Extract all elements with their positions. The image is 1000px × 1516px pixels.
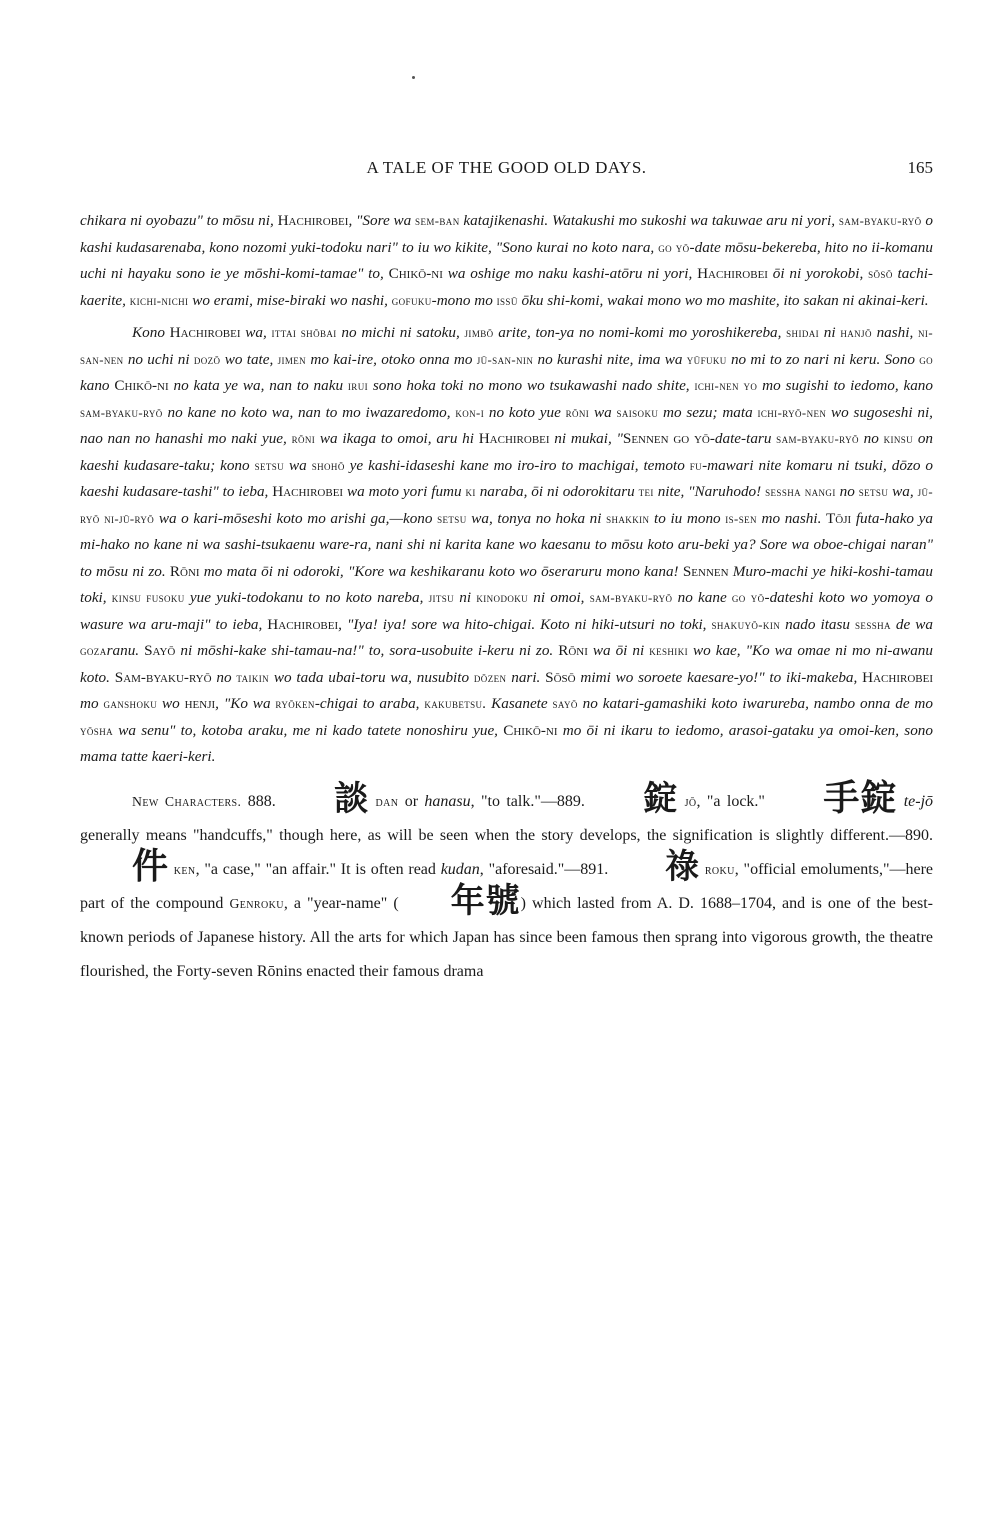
- kanji-dan: 談: [334, 778, 370, 819]
- kanji-jo: 錠: [643, 778, 679, 819]
- running-title: A TALE OF THE GOOD OLD DAYS.: [366, 158, 647, 177]
- running-head: [80, 158, 933, 182]
- paragraph-continuation: chikara ni oyobazu" to mōsu ni, Hachirobei, "Sore wa sem-ban katajikenashi. Watakushi mo sukoshi wa takuwae aru ni yori, sam-byaku-ryō o kashi kudasarenaba, kono nozomi yuki-todoku nari" to iu wo kikite, "Sono kurai no koto nara, go yō-date mōsu-bekereba, hito no ii-komanu uchi ni hayaku sono ie ye mōshi-komi-tamae" to, Chikō-ni wa oshige mo naku kashi-atōru ni yori, Hachirobei ōi ni yorokobi, sōsō tachi-kaerite, kichi-nichi wo erami, mise-biraki wo nashi, gofuku-mono mo issū ōku shi-komi, wakai mono wo mo mashite, ito sakan ni akinai-keri.: [80, 212, 933, 309]
- kanji-nengo: 年號: [450, 880, 521, 921]
- new-characters-note: New Characters. 888. 談 dan or hanasu, "to talk."—889. 錠 jō, "a lock." 手錠 te-jō generally means "handcuffs," though here, as will be seen when the story develops, the signification is slightly different.—890. 件 ken, "a case," "an affair." It is often read kudan, "aforesaid."—891. 祿 roku, "official emoluments,"—here part of the compound Genroku, a "year-name" ( 年號) which lasted from A. D. 1688–1704, and is one of the best-known periods of Japanese history. All the arts for which Japan has since been famous then sprang into vigorous growth, the theatre flourished, the Forty-seven Rōnins enacted their famous drama: [80, 777, 934, 980]
- page-number: 165: [907, 158, 933, 177]
- kanji-te-jo: 手錠: [823, 777, 898, 819]
- paragraph-story: Kono Hachirobei wa, ittai shōbai no michi ni satoku, jimbō arite, ton-ya no nomi-komi mo yoroshikereba, shidai ni hanjō nashi, ni-san-nen no uchi ni dozō wo tate, jimen mo kai-ire, otoko onna mo jū-san-nin no kurashi nite, ima wa yūfuku no mi to zo nari ni keru. Sono go kano Chikō-ni no kata ye wa, nan to naku irui sono hoka toki no mono wo tsukawashi nado shite, ichi-nen yo mo sugishi to iedomo, kano sam-byaku-ryō no kane no koto wa, nan to mo iwazaredomo, kon-i no koto yue rōni wa saisoku mo sezu; mata ichi-ryō-nen wo sugoseshi ni, nao nan no hanashi mo naki yue, rōni wa ikaga to omoi, aru hi Hachirobei ni mukai, "Sennen go yō-date-taru sam-byaku-ryō no kinsu on kaeshi kudasare-taku; kono setsu wa shohō ye kashi-idaseshi kane mo iro-iro to machigai, temoto fu-mawari nite komaru ni tsuki, dōzo o kaeshi kudasare-tashi" to ieba, Hachirobei wa moto yori fumu ki naraba, ōi ni odorokitaru tei nite, "Naruhodo! sessha nangi no setsu wa, jū-ryō ni-jū-ryō wa o kari-mōseshi koto mo arishi ga,—kono setsu wa, tonya no hoka ni shakkin to iu mono is-sen mo nashi. Tōji futa-hako ya mi-hako no kane ni wa sashi-tsukaenu ware-ra, nani shi ni karita kane wo kaesanu to mōsu koto aru-beki ya? Sore wa oboe-chigai naran" to mōsu ni zo. Rōni mo mata ōi ni odoroki, "Kore wa keshikaranu koto wo ōseraruru mono kana! Sennen Muro-machi ye hiki-koshi-tamau toki, kinsu fusoku yue yuki-todokanu to no koto nareba, jitsu ni kinodoku ni omoi, sam-byaku-ryō no kane go yō-dateshi koto wo yomoya o wasure wa aru-maji" to ieba, Hachirobei, "Iya! iya! sore wa hito-chigai. Koto ni hiki-utsuri no toki, shakuyō-kin nado itasu sessha de wa gozaranu. Sayō ni mōshi-kake shi-tamau-na!" to, sora-usobuite i-keru ni zo. Rōni wa ōi ni keshiki wo kae, "Ko wa omae ni mo ni-awanu koto. Sam-byaku-ryō no taikin wo tada ubai-toru wa, nusubito dōzen nari. Sōsō mimi wo soroete kaesare-yo!" to iki-makeba, Hachirobei mo ganshoku wo henji, "Ko wa ryōken-chigai to araba, kakubetsu. Kasanete sayō no katari-gamashiki koto iwarureba, nambo onna de mo yōsha wa senu" to, kotoba araku, me ni kado tatete nonoshiru yue, Chikō-ni mo ōi ni ikaru to iedomo, arasoi-gataku ya omoi-ken, sono mama tatte kaeri-keri.: [80, 324, 934, 765]
- kanji-ken: 件: [132, 845, 170, 887]
- kanji-roku: 祿: [665, 846, 701, 887]
- notes-heading: New Characters.: [132, 793, 242, 809]
- print-speck: [412, 76, 415, 79]
- page-body: [80, 208, 933, 989]
